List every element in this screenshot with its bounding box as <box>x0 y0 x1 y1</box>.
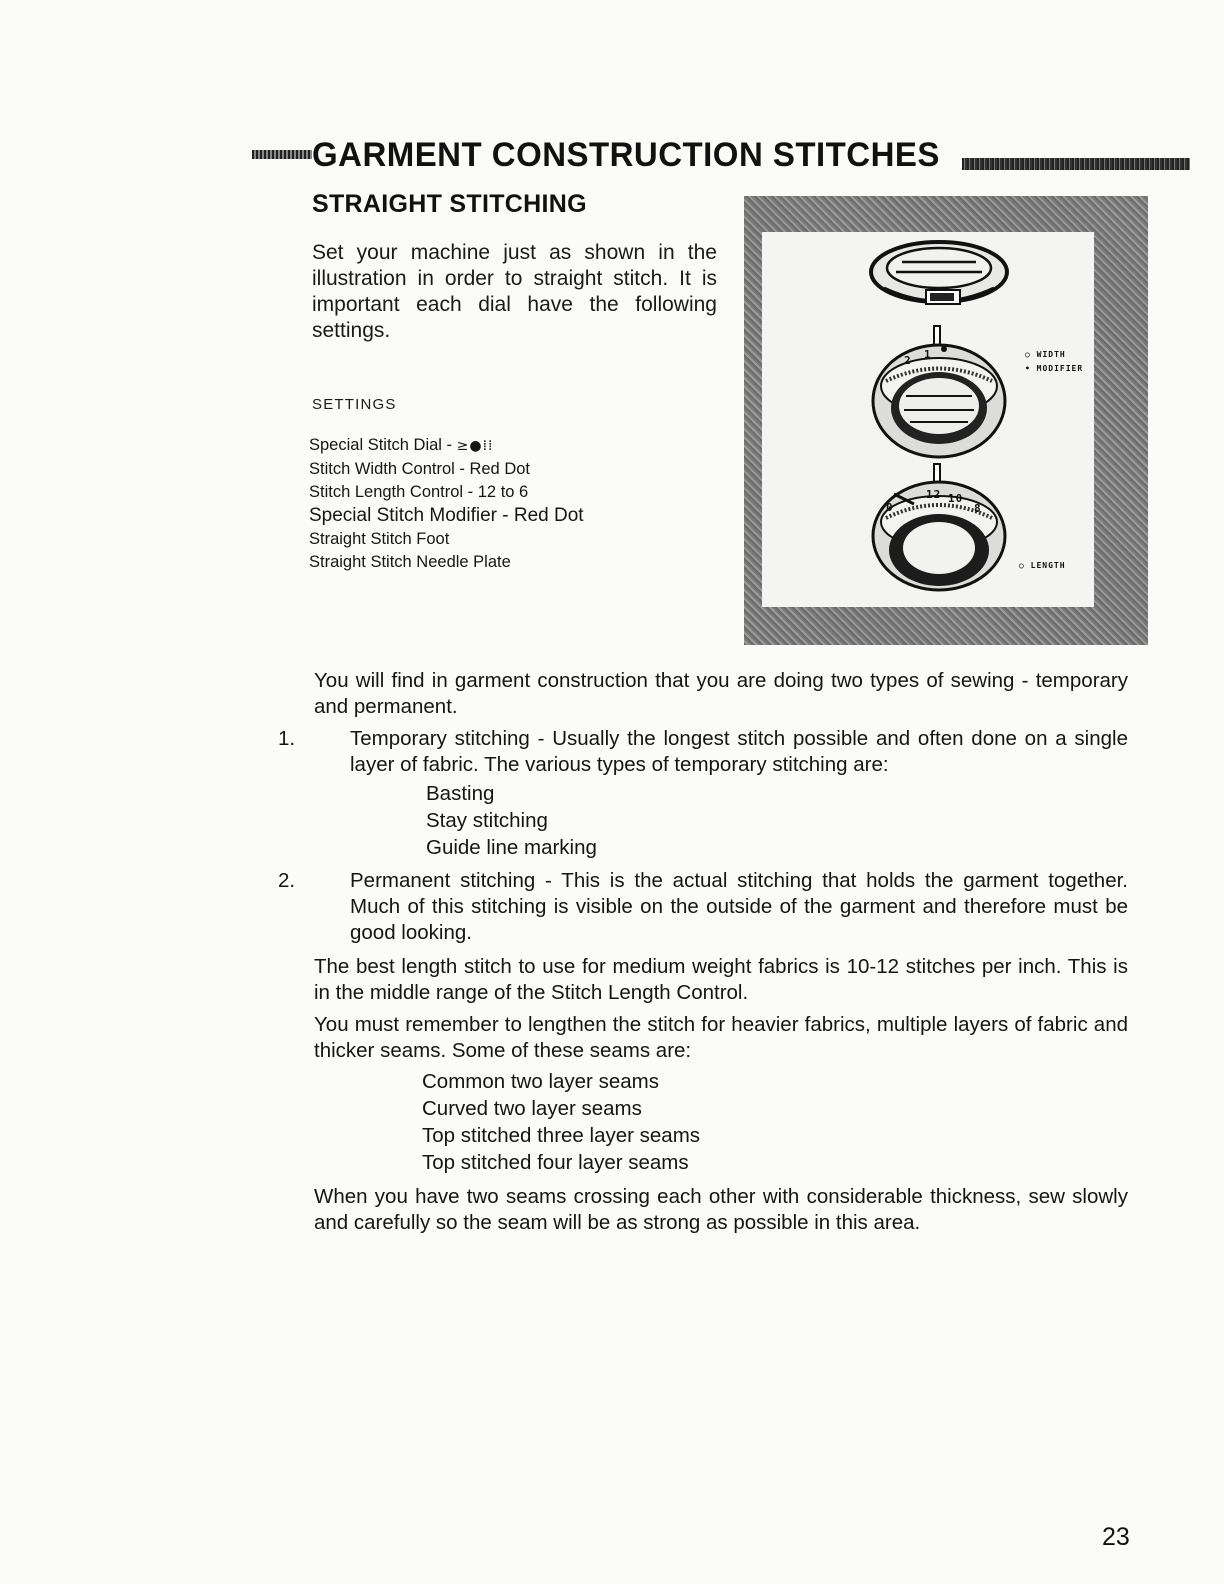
modifier-label: • MODIFIER <box>1025 364 1084 373</box>
setting-foot: Straight Stitch Foot <box>309 530 450 548</box>
setting-stitch-length: Stitch Length Control - 12 to 6 <box>309 483 529 501</box>
list-item: Stay stitching <box>426 809 548 832</box>
settings-list <box>309 434 729 574</box>
list-item: Top stitched three layer seams <box>422 1124 701 1147</box>
paragraph-thicker-seams: You must remember to lengthen the stitch for heavier fabrics, multiple layers of fabric and thicker seams. Some of these seams are: <box>314 1013 1128 1062</box>
dials-drawing <box>744 196 1148 645</box>
length-dial-number-12: 12 <box>926 488 942 501</box>
width-label: ○ WIDTH <box>1025 350 1066 359</box>
title-bar <box>252 136 1190 176</box>
length-label: ○ LENGTH <box>1019 561 1066 570</box>
list-item-temporary: 1. Temporary stitching - Usually the longest stitch possible and often done on a single layer of fabric. The various types of temporary stitching are: <box>278 727 1128 776</box>
page-number: 23 <box>1102 1523 1130 1551</box>
paragraph-crossing-seams: When you have two seams crossing each other with considerable thickness, sew slowly and carefully so the seam will be as strong as possible in this area. <box>314 1185 1128 1234</box>
settings-heading: SETTINGS <box>312 396 397 413</box>
list-item: Guide line marking <box>426 836 597 859</box>
list-item-permanent: 2. Permanent stitching - This is the actual stitching that holds the garment together. Much of this stitching is visible on the outside of the garment and therefore must be good looking. <box>278 869 1128 944</box>
paragraph-intro: You will find in garment construction that you are doing two types of sewing - temporary and permanent. <box>314 669 1128 718</box>
title-rule-right <box>962 158 1190 170</box>
page-title: GARMENT CONSTRUCTION STITCHES <box>312 136 940 174</box>
setting-special-stitch-modifier: Special Stitch Modifier - Red Dot <box>309 505 584 526</box>
setting-stitch-width: Stitch Width Control - Red Dot <box>309 460 530 478</box>
width-dial <box>873 345 1005 457</box>
width-dial-number-1: 1 <box>924 348 932 361</box>
setting-special-stitch-dial: Special Stitch Dial - ≥●⁞⁞ <box>309 436 494 454</box>
list-item: Top stitched four layer seams <box>422 1151 689 1174</box>
length-dial-number-0: 0 <box>886 501 894 514</box>
width-pointer <box>934 326 940 346</box>
stitch-symbol: ≥●⁞⁞ <box>456 438 494 454</box>
width-dial-number-2: 2 <box>904 354 912 367</box>
setting-needle-plate: Straight Stitch Needle Plate <box>309 553 511 571</box>
seams-list <box>422 1068 700 1176</box>
intro-paragraph: Set your machine just as shown in the illustration in order to straight stitch. It is important each dial have the following settings. <box>312 241 717 342</box>
paragraph-stitch-length: The best length stitch to use for medium weight fabrics is 10-12 stitches per inch. This is in the middle range of the Stitch Length Control. <box>314 955 1128 1004</box>
special-stitch-dial <box>871 242 1007 304</box>
list-item: Curved two layer seams <box>422 1097 642 1120</box>
list-item: Basting <box>426 782 495 805</box>
dial-illustration <box>744 196 1148 645</box>
temporary-types-list <box>426 780 597 861</box>
section-title: STRAIGHT STITCHING <box>312 190 587 218</box>
length-dial-number-10: 10 <box>948 492 964 505</box>
list-item: Common two layer seams <box>422 1070 659 1093</box>
title-rule-left <box>252 150 312 159</box>
length-dial-number-8: 8 <box>974 502 982 515</box>
